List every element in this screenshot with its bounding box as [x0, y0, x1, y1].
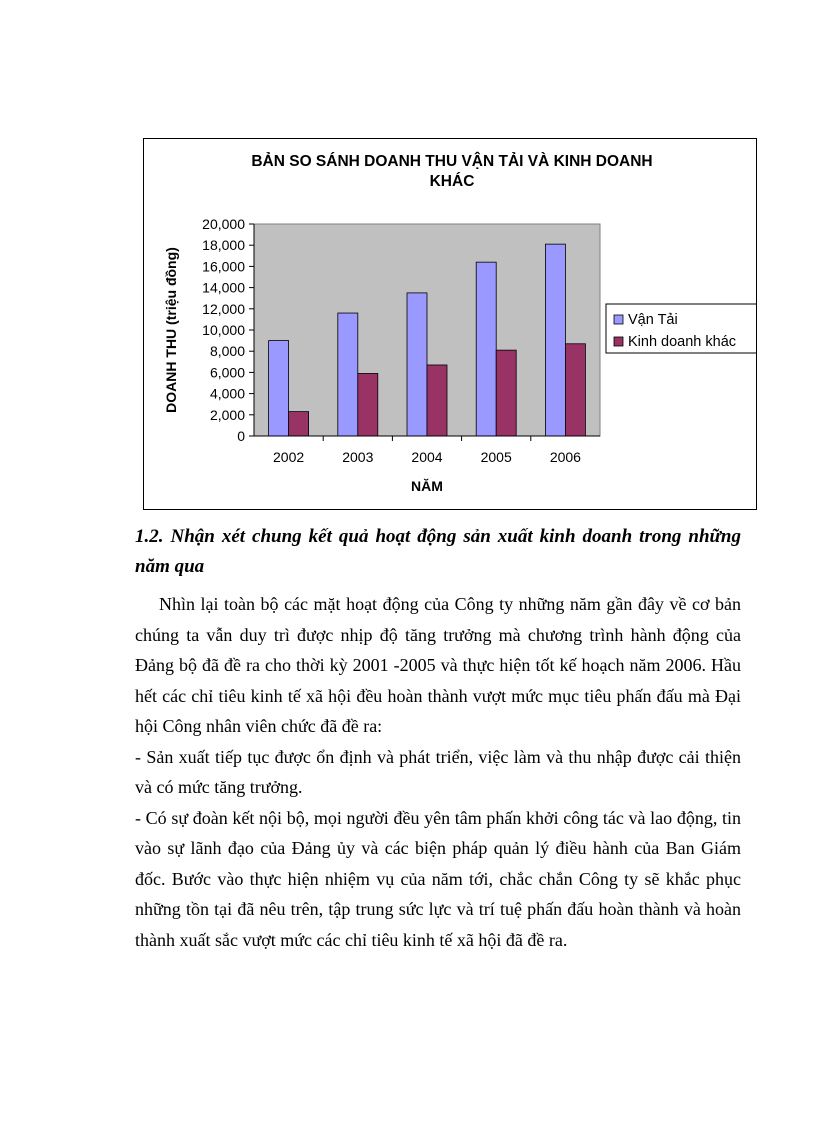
y-tick-label: 0: [237, 428, 245, 444]
bar-kinh-doanh-khac-2006: [565, 344, 585, 436]
bar-van-tai-2005: [476, 262, 496, 436]
bar-kinh-doanh-khac-2004: [427, 365, 447, 436]
x-tick-label-2003: 2003: [342, 449, 374, 465]
section-body: [135, 589, 741, 955]
y-tick-label: 6,000: [209, 364, 245, 381]
section-heading: 1.2. Nhận xét chung kết quả hoạt động sản xuất kinh doanh trong những năm qua: [135, 526, 741, 577]
legend-swatch-van-tai: [614, 315, 623, 324]
bar-kinh-doanh-khac-2005: [496, 350, 516, 436]
x-tick-label-2006: 2006: [549, 449, 581, 465]
x-tick-label-2005: 2005: [480, 449, 512, 465]
paragraph-overview: Nhìn lại toàn bộ các mặt hoạt động của Công ty những năm gần đây về cơ bản chúng ta vẫn duy trì được nhịp độ tăng trưởng mà chương trình hành động của Đảng bộ đã đề ra cho thời kỳ 2001 -2005 và thực hiện tốt kế hoạch năm 2006. Hầu hết các chỉ tiêu kinh tế xã hội đều hoàn thành vượt mức mục tiêu phấn đấu mà Đại hội Công nhân viên chức đã đề ra:: [135, 594, 741, 736]
paragraph-bullet-unity: - Có sự đoàn kết nội bộ, mọi người đều yên tâm phấn khởi công tác và lao động, tin vào sự lãnh đạo của Đảng ủy và các biện pháp quản lý điều hành của Ban Giám đốc. Bước vào thực hiện nhiệm vụ của năm tới, chắc chắn Công ty sẽ khắc phục những tồn tại đã nêu trên, tập trung sức lực và trí tuệ phấn đấu hoàn thành và hoàn thành xuất sắc vượt mức các chỉ tiêu kinh tế xã hội đã đề ra.: [135, 807, 741, 950]
legend-label-van-tai: Vận Tải: [628, 312, 678, 328]
bar-kinh-doanh-khac-2003: [358, 373, 378, 436]
y-tick-label: 20,000: [202, 216, 245, 232]
bar-van-tai-2002: [269, 341, 289, 436]
x-axis-title: NĂM: [411, 478, 443, 494]
legend-swatch-kinh-doanh-khac: [614, 337, 623, 346]
y-tick-label: 4,000: [209, 385, 245, 402]
revenue-comparison-chart: [144, 139, 756, 509]
y-tick-label: 16,000: [202, 258, 245, 275]
y-tick-label: 14,000: [202, 279, 245, 296]
chart-frame: [143, 138, 757, 510]
x-tick-label-2002: 2002: [273, 449, 305, 465]
y-tick-label: 18,000: [202, 237, 245, 254]
x-tick-labels: [273, 436, 581, 465]
y-tick-label: 8,000: [209, 343, 245, 360]
legend-label-kinh-doanh-khac: Kinh doanh khác: [628, 334, 737, 350]
y-tick-labels: [202, 216, 254, 444]
bar-kinh-doanh-khac-2002: [289, 412, 309, 436]
chart-title-line-2: KHÁC: [429, 173, 475, 190]
bar-van-tai-2004: [407, 293, 427, 436]
paragraph-bullet-production: - Sản xuất tiếp tục được ổn định và phát triển, việc làm và thu nhập được cải thiện và có mức tăng trưởng.: [135, 746, 741, 797]
bar-van-tai-2006: [545, 244, 565, 436]
x-tick-label-2004: 2004: [411, 449, 443, 465]
y-axis-title: DOANH THU (triệu đồng): [163, 247, 179, 413]
legend: [606, 304, 756, 353]
y-tick-label: 2,000: [209, 406, 245, 423]
chart-title-line-1: BẢN SO SÁNH DOANH THU VẬN TẢI VÀ KINH DOANH: [251, 153, 653, 170]
y-tick-label: 10,000: [202, 322, 245, 338]
y-tick-label: 12,000: [202, 300, 245, 317]
bar-van-tai-2003: [338, 313, 358, 436]
